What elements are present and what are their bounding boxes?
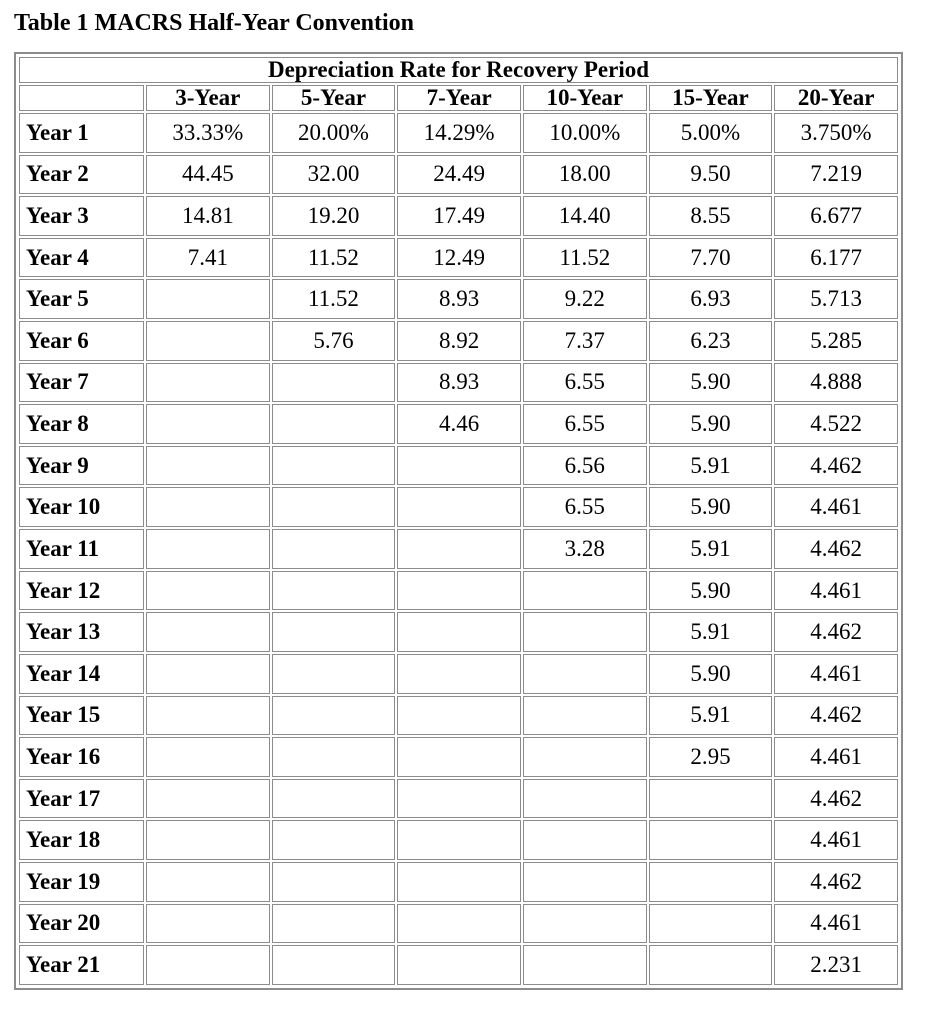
rate-cell: 5.90	[649, 571, 773, 611]
row-label: Year 16	[19, 737, 144, 777]
rate-cell	[397, 779, 521, 819]
rate-cell	[523, 779, 647, 819]
table-row	[19, 862, 898, 902]
rate-cell	[272, 737, 396, 777]
column-header: 15-Year	[649, 85, 773, 111]
rate-cell: 5.91	[649, 612, 773, 652]
row-label: Year 13	[19, 612, 144, 652]
rate-cell: 4.888	[774, 363, 898, 403]
rate-cell: 4.461	[774, 571, 898, 611]
rate-cell: 8.93	[397, 279, 521, 319]
rate-cell: 19.20	[272, 196, 396, 236]
table-title: Table 1 MACRS Half-Year Convention	[14, 10, 415, 36]
rate-cell	[146, 279, 270, 319]
table-row	[19, 155, 898, 195]
rate-cell: 5.90	[649, 487, 773, 527]
row-label: Year 7	[19, 363, 144, 403]
rate-cell: 11.52	[272, 238, 396, 278]
rate-cell	[649, 904, 773, 944]
row-label: Year 4	[19, 238, 144, 278]
corner-cell	[19, 85, 144, 111]
rate-cell	[146, 529, 270, 569]
rate-cell	[272, 571, 396, 611]
table-row	[19, 404, 898, 444]
rate-cell	[649, 820, 773, 860]
column-header: 10-Year	[523, 85, 647, 111]
rate-cell	[523, 945, 647, 985]
row-label: Year 20	[19, 904, 144, 944]
rate-cell	[272, 612, 396, 652]
rate-cell	[523, 820, 647, 860]
rate-cell: 14.29%	[397, 113, 521, 153]
row-label: Year 14	[19, 654, 144, 694]
rate-cell	[397, 945, 521, 985]
row-label: Year 2	[19, 155, 144, 195]
rate-cell: 6.55	[523, 404, 647, 444]
table-row	[19, 571, 898, 611]
rate-cell: 20.00%	[272, 113, 396, 153]
rate-cell: 7.37	[523, 321, 647, 361]
rate-cell: 10.00%	[523, 113, 647, 153]
rate-cell: 4.462	[774, 529, 898, 569]
table-row	[19, 904, 898, 944]
row-label: Year 10	[19, 487, 144, 527]
rate-cell	[397, 571, 521, 611]
table-row	[19, 113, 898, 153]
table-row	[19, 238, 898, 278]
rate-cell	[272, 820, 396, 860]
rate-cell: 14.81	[146, 196, 270, 236]
rate-cell	[146, 820, 270, 860]
rate-cell: 7.41	[146, 238, 270, 278]
rate-cell: 3.750%	[774, 113, 898, 153]
rate-cell	[397, 446, 521, 486]
table-row	[19, 279, 898, 319]
column-header: 3-Year	[146, 85, 270, 111]
rate-cell: 2.95	[649, 737, 773, 777]
table-row	[19, 321, 898, 361]
rate-cell: 32.00	[272, 155, 396, 195]
rate-cell: 17.49	[397, 196, 521, 236]
rate-cell: 12.49	[397, 238, 521, 278]
rate-cell: 4.462	[774, 862, 898, 902]
group-header-row	[19, 57, 898, 83]
row-label: Year 12	[19, 571, 144, 611]
row-label: Year 17	[19, 779, 144, 819]
rate-cell: 6.56	[523, 446, 647, 486]
rate-cell	[146, 945, 270, 985]
table-body	[19, 113, 898, 985]
rate-cell: 5.76	[272, 321, 396, 361]
rate-cell: 9.50	[649, 155, 773, 195]
table-row	[19, 820, 898, 860]
rate-cell	[649, 779, 773, 819]
rate-cell: 7.70	[649, 238, 773, 278]
rate-cell	[146, 404, 270, 444]
rate-cell: 3.28	[523, 529, 647, 569]
rate-cell	[397, 654, 521, 694]
rate-cell: 6.55	[523, 487, 647, 527]
rate-cell: 4.461	[774, 487, 898, 527]
rate-cell: 5.90	[649, 404, 773, 444]
rate-cell	[649, 945, 773, 985]
rate-cell	[146, 321, 270, 361]
rate-cell	[272, 446, 396, 486]
rate-cell	[272, 696, 396, 736]
rate-cell	[146, 904, 270, 944]
rate-cell: 4.461	[774, 654, 898, 694]
table-row	[19, 612, 898, 652]
rate-cell	[272, 779, 396, 819]
row-label: Year 8	[19, 404, 144, 444]
table-row	[19, 945, 898, 985]
rate-cell: 4.462	[774, 696, 898, 736]
rate-cell	[397, 820, 521, 860]
rate-cell: 33.33%	[146, 113, 270, 153]
table-row	[19, 737, 898, 777]
table-row	[19, 363, 898, 403]
rate-cell	[397, 862, 521, 902]
table-row	[19, 446, 898, 486]
table-row	[19, 654, 898, 694]
table-row	[19, 196, 898, 236]
rate-cell	[272, 404, 396, 444]
rate-cell	[272, 654, 396, 694]
rate-cell	[272, 945, 396, 985]
rate-cell	[146, 571, 270, 611]
rate-cell	[272, 529, 396, 569]
rate-cell	[523, 571, 647, 611]
rate-cell	[146, 779, 270, 819]
rate-cell: 11.52	[272, 279, 396, 319]
table-row	[19, 529, 898, 569]
rate-cell: 4.462	[774, 612, 898, 652]
rate-cell: 4.461	[774, 737, 898, 777]
rate-cell	[272, 487, 396, 527]
rate-cell: 4.461	[774, 904, 898, 944]
rate-cell: 6.677	[774, 196, 898, 236]
rate-cell	[397, 904, 521, 944]
rate-cell: 5.91	[649, 529, 773, 569]
macrs-table	[17, 55, 900, 987]
rate-cell: 6.55	[523, 363, 647, 403]
row-label: Year 11	[19, 529, 144, 569]
row-label: Year 19	[19, 862, 144, 902]
rate-cell	[649, 862, 773, 902]
rate-cell: 5.90	[649, 363, 773, 403]
rate-cell: 5.713	[774, 279, 898, 319]
rate-cell	[397, 696, 521, 736]
column-header: 5-Year	[272, 85, 396, 111]
rate-cell: 14.40	[523, 196, 647, 236]
rate-cell	[146, 487, 270, 527]
rate-cell: 8.93	[397, 363, 521, 403]
rate-cell	[523, 696, 647, 736]
rate-cell	[272, 363, 396, 403]
rate-cell: 44.45	[146, 155, 270, 195]
column-header: 7-Year	[397, 85, 521, 111]
group-header: Depreciation Rate for Recovery Period	[19, 57, 898, 83]
rate-cell	[146, 363, 270, 403]
rate-cell: 24.49	[397, 155, 521, 195]
column-header-row	[19, 85, 898, 111]
rate-cell	[146, 737, 270, 777]
row-label: Year 3	[19, 196, 144, 236]
row-label: Year 6	[19, 321, 144, 361]
rate-cell: 18.00	[523, 155, 647, 195]
rate-cell: 4.46	[397, 404, 521, 444]
row-label: Year 5	[19, 279, 144, 319]
rate-cell: 5.90	[649, 654, 773, 694]
rate-cell	[523, 737, 647, 777]
rate-cell	[397, 487, 521, 527]
row-label: Year 1	[19, 113, 144, 153]
rate-cell: 6.93	[649, 279, 773, 319]
rate-cell: 6.177	[774, 238, 898, 278]
rate-cell	[523, 862, 647, 902]
rate-cell: 8.92	[397, 321, 521, 361]
rate-cell	[146, 654, 270, 694]
rate-cell	[146, 612, 270, 652]
rate-cell: 5.00%	[649, 113, 773, 153]
rate-cell	[146, 446, 270, 486]
table-row	[19, 779, 898, 819]
row-label: Year 21	[19, 945, 144, 985]
rate-cell	[523, 612, 647, 652]
rate-cell: 9.22	[523, 279, 647, 319]
rate-cell	[146, 862, 270, 902]
rate-cell	[272, 904, 396, 944]
rate-cell: 4.461	[774, 820, 898, 860]
rate-cell: 5.285	[774, 321, 898, 361]
rate-cell: 4.522	[774, 404, 898, 444]
column-header: 20-Year	[774, 85, 898, 111]
rate-cell: 5.91	[649, 446, 773, 486]
rate-cell: 4.462	[774, 779, 898, 819]
rate-cell: 2.231	[774, 945, 898, 985]
rate-cell: 11.52	[523, 238, 647, 278]
rate-cell	[523, 904, 647, 944]
row-label: Year 9	[19, 446, 144, 486]
table-row	[19, 487, 898, 527]
row-label: Year 18	[19, 820, 144, 860]
rate-cell	[523, 654, 647, 694]
rate-cell: 7.219	[774, 155, 898, 195]
rate-cell	[146, 696, 270, 736]
rate-cell	[397, 612, 521, 652]
row-label: Year 15	[19, 696, 144, 736]
rate-cell	[397, 529, 521, 569]
rate-cell	[272, 862, 396, 902]
rate-cell	[397, 737, 521, 777]
table-row	[19, 696, 898, 736]
rate-cell: 4.462	[774, 446, 898, 486]
rate-cell: 5.91	[649, 696, 773, 736]
rate-cell: 8.55	[649, 196, 773, 236]
macrs-table-container	[14, 52, 903, 990]
rate-cell: 6.23	[649, 321, 773, 361]
